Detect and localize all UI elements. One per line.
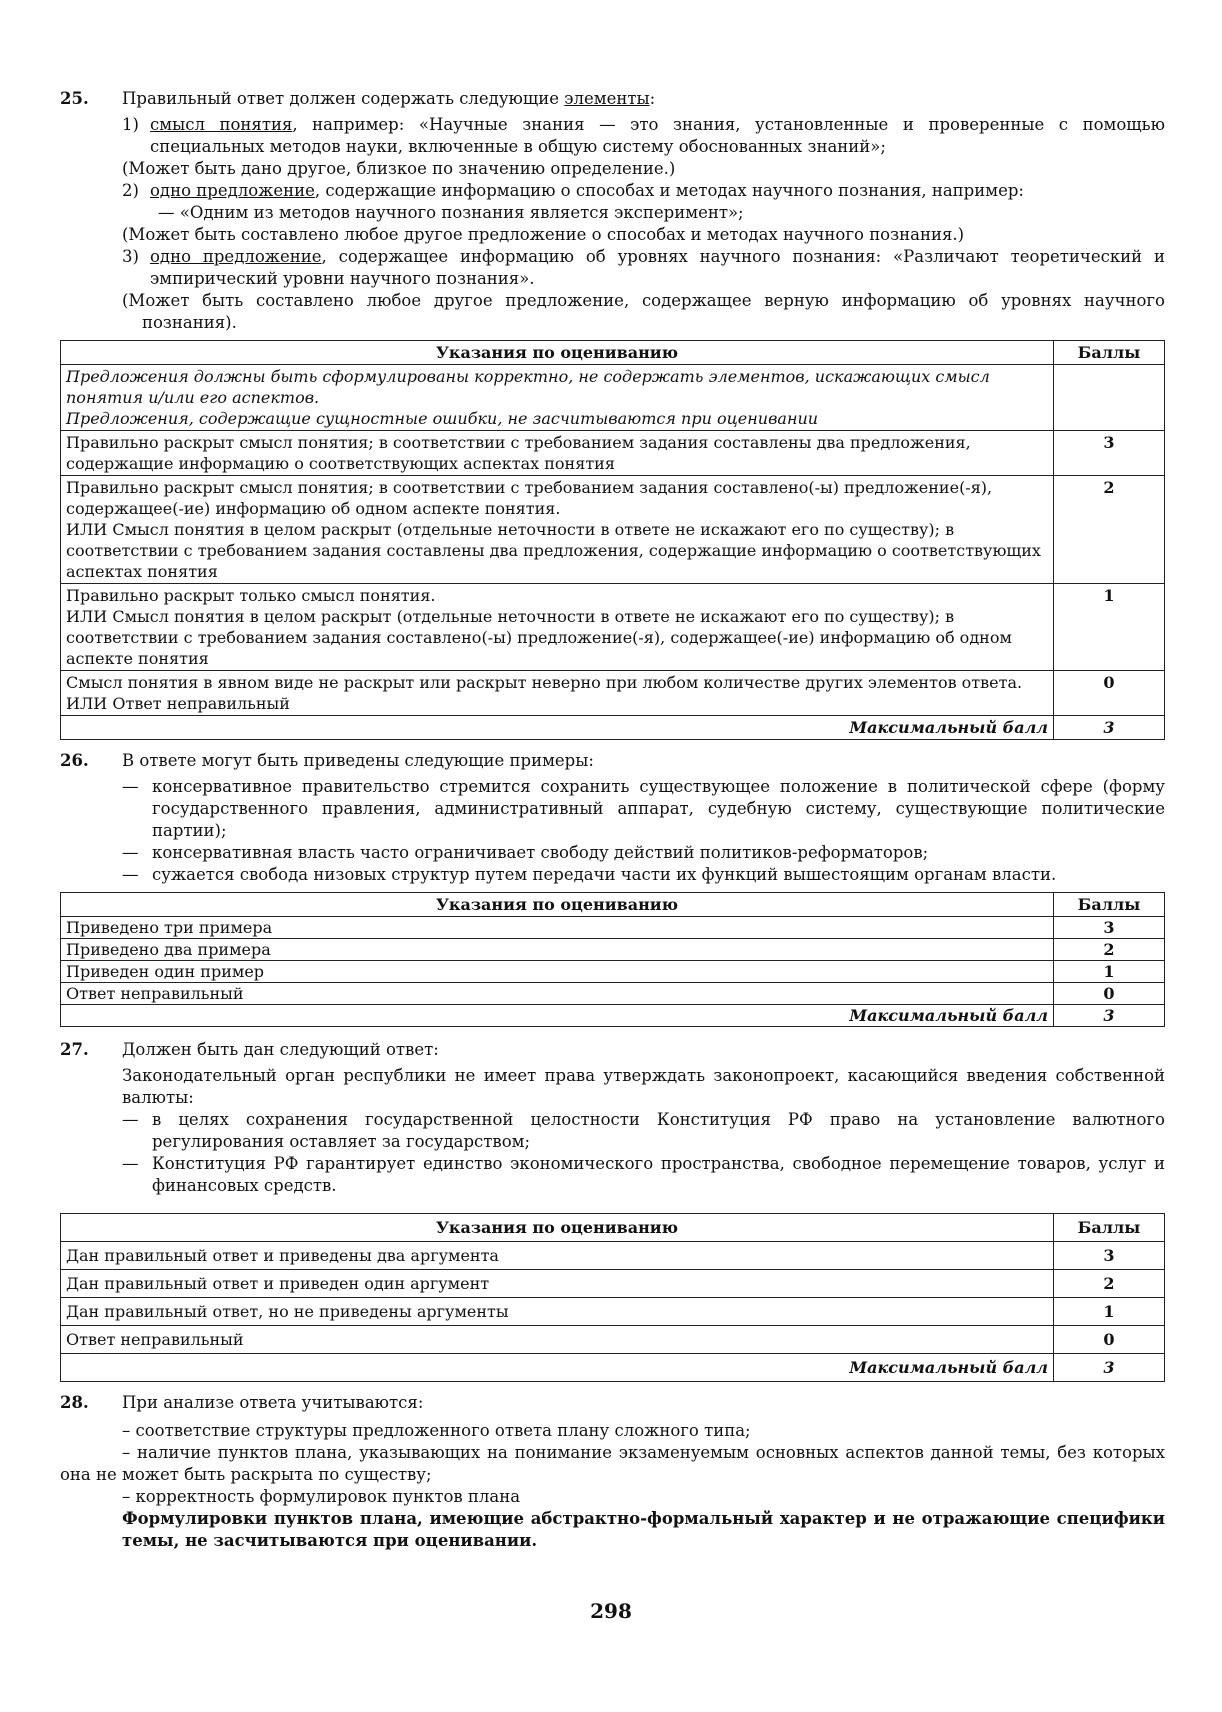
question-28 [60,1392,1165,1414]
criterion-line: – наличие пунктов плана, указывающих на понимание экзаменуемым основных аспектов данной темы, без которых она не может быть раскрыта по существу; [60,1443,1165,1484]
table-row-max: Максимальный балл 3 [61,1005,1165,1027]
list-item: 3) одно предложение, содержащее информацию об уровнях научного познания: «Различают теоретический и эмпирический уровни научного познания». [122,247,1165,288]
criterion-line: – соответствие структуры предложенного ответа плану сложного типа; [122,1421,751,1440]
q27-grading-table [60,1213,1165,1382]
table-header: Указания по оцениванию [61,893,1054,917]
note: (Может быть дано другое, близкое по значению определение.) [122,159,676,178]
table-header: Баллы [1054,1214,1165,1242]
table-row: Приведено три примера 3 [61,917,1165,939]
table-header: Указания по оцениванию [61,1214,1054,1242]
list-item: — в целях сохранения государственной целостности Конституция РФ право на установление валютного регулирования оставляет за государством; [122,1110,1165,1151]
question-25 [60,88,1165,110]
question-number: 25. [60,89,89,108]
list-item: — консервативная власть часто ограничивает свободу действий политиков-реформаторов; [122,843,929,862]
answer-paragraph: Законодательный орган республики не имеет права утверждать законопроект, касающийся введения собственной валюты: [122,1066,1165,1107]
table-row: Правильно раскрыт смысл понятия; в соответствии с требованием задания составлено(-ы) предложение(-я), содержащее(-ие) информацию об одном аспекте понятия. ИЛИ Смысл понятия в целом раскрыт (отдельные неточности в ответе не искажают его по существу); в соответствии с требованием задания составлены два предложения, содержащие информацию о соответствующих аспектах понятия 2 [61,476,1165,584]
q26-items [122,776,1165,886]
question-intro: Правильный ответ должен содержать следующие элементы: [122,89,656,108]
table-header: Баллы [1054,893,1165,917]
table-row-max: Максимальный балл 3 [61,1354,1165,1382]
table-row: Приведено два примера 2 [61,939,1165,961]
question-number: 27. [60,1040,89,1059]
q25-grading-table [60,340,1165,740]
note: (Может быть составлено любое другое предложение о способах и методах научного познания.) [122,225,965,244]
table-row: Смысл понятия в явном виде не раскрыт или раскрыт неверно при любом количестве других элементов ответа. ИЛИ Ответ неправильный 0 [61,671,1165,716]
question-intro: В ответе могут быть приведены следующие примеры: [122,751,594,770]
question-26 [60,750,1165,772]
question-27 [60,1039,1165,1061]
question-intro: При анализе ответа учитываются: [122,1393,424,1412]
table-row: Правильно раскрыт только смысл понятия. ИЛИ Смысл понятия в целом раскрыт (отдельные неточности в ответе не искажают его по существу); в соответствии с требованием задания составлено(-ы) предложение(-я), содержащее(-ие) информацию об одном аспекте понятия 1 [61,584,1165,671]
table-row: Правильно раскрыт смысл понятия; в соответствии с требованием задания составлены два предложения, содержащие информацию о соответствующих аспектах понятия 3 [61,431,1165,476]
table-row: Предложения должны быть сформулированы корректно, не содержать элементов, искажающих смысл понятия и/или его аспектов. Предложения, содержащие сущностные ошибки, не засчитываются при оценивании [61,365,1165,431]
question-number: 26. [60,751,89,770]
q28-body [60,1420,1165,1552]
page-number: 298 [590,1599,632,1623]
question-number: 28. [60,1393,89,1412]
list-item: — консервативное правительство стремится сохранить существующее положение в политической сфере (форму государственного правления, административный аппарат, судебную систему, существующие политические партии); [122,777,1165,840]
list-item: 1) смысл понятия, например: «Научные знания — это знания, установленные и проверенные с помощью специальных методов науки, включенные в общую систему обоснованных знаний»; [122,115,1165,156]
table-header: Указания по оцениванию [61,341,1054,365]
q25-items [122,114,1165,334]
list-item: — Конституция РФ гарантирует единство экономического пространства, свободное перемещение товаров, услуг и финансовых средств. [122,1154,1165,1195]
table-row: Дан правильный ответ и приведены два аргумента 3 [61,1242,1165,1270]
q27-body [122,1065,1165,1197]
table-row: Ответ неправильный 0 [61,983,1165,1005]
page-content [60,88,1165,1552]
q26-grading-table [60,892,1165,1027]
bold-note: Формулировки пунктов плана, имеющие абстрактно-формальный характер и не отражающие специфики темы, не засчитываются при оценивании. [122,1509,1165,1550]
table-row: Ответ неправильный 0 [61,1326,1165,1354]
note: (Может быть составлено любое другое предложение, содержащее верную информацию об уровнях научного познания). [122,291,1165,332]
criterion-line: – корректность формулировок пунктов плана [122,1487,521,1506]
table-row: Приведен один пример 1 [61,961,1165,983]
list-item: 2) одно предложение, содержащие информацию о способах и методах научного познания, например: — «Одним из методов научного познания является эксперимент»; [122,181,1024,222]
question-intro: Должен быть дан следующий ответ: [122,1040,439,1059]
list-item: — сужается свобода низовых структур путем передачи части их функций вышестоящим органам власти. [122,865,1057,884]
table-row: Дан правильный ответ и приведен один аргумент 2 [61,1270,1165,1298]
table-row: Дан правильный ответ, но не приведены аргументы 1 [61,1298,1165,1326]
table-row-max: Максимальный балл 3 [61,716,1165,740]
table-header: Баллы [1054,341,1165,365]
